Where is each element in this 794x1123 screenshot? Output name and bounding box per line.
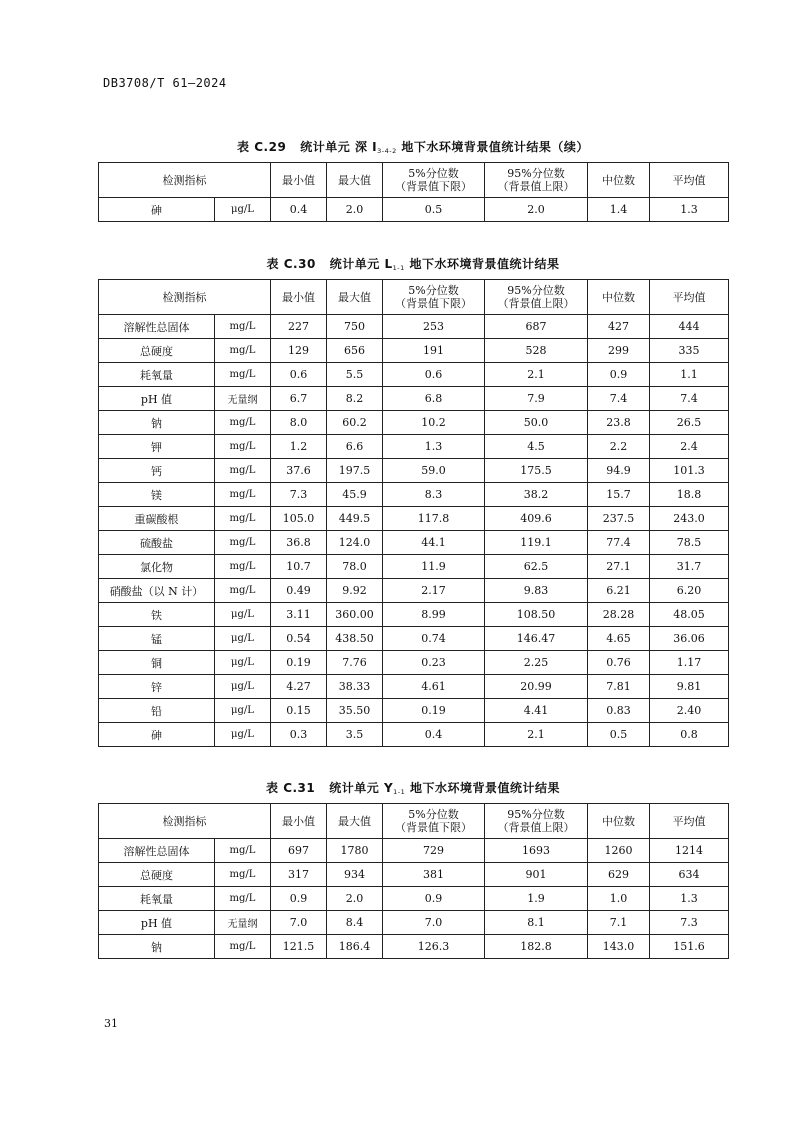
- table-c31: [98, 803, 729, 959]
- col-p95-line1: 95%分位数: [507, 167, 565, 180]
- cell-median: 143.0: [588, 935, 650, 959]
- cell-p95: 1.9: [485, 887, 588, 911]
- cell-unit: μg/L: [215, 675, 271, 699]
- table-row: [99, 315, 729, 339]
- table-row: [99, 555, 729, 579]
- cell-p95: 175.5: [485, 459, 588, 483]
- cell-p5: 44.1: [383, 531, 485, 555]
- cell-p95: 9.83: [485, 579, 588, 603]
- cell-mean: 151.6: [650, 935, 729, 959]
- cell-unit: mg/L: [215, 315, 271, 339]
- cell-median: 1.0: [588, 887, 650, 911]
- cell-median: 7.1: [588, 911, 650, 935]
- cell-unit: μg/L: [215, 627, 271, 651]
- cell-indicator: 钠: [99, 411, 215, 435]
- table-title-sub: 3-4-2: [377, 147, 397, 155]
- cell-min: 0.6: [271, 363, 327, 387]
- cell-median: 15.7: [588, 483, 650, 507]
- cell-indicator: 总硬度: [99, 863, 215, 887]
- cell-unit: mg/L: [215, 435, 271, 459]
- document-code: DB3708/T 61—2024: [103, 76, 227, 90]
- col-indicator: 检测指标: [99, 163, 271, 198]
- cell-unit: mg/L: [215, 531, 271, 555]
- cell-indicator: 溶解性总固体: [99, 315, 215, 339]
- table-number: 表 C.31: [266, 781, 316, 795]
- cell-unit: mg/L: [215, 887, 271, 911]
- cell-p5: 381: [383, 863, 485, 887]
- cell-indicator: pH 值: [99, 911, 215, 935]
- table-row: [99, 411, 729, 435]
- cell-min: 105.0: [271, 507, 327, 531]
- cell-mean: 1214: [650, 839, 729, 863]
- cell-unit: mg/L: [215, 555, 271, 579]
- cell-mean: 634: [650, 863, 729, 887]
- cell-indicator: 氯化物: [99, 555, 215, 579]
- cell-min: 129: [271, 339, 327, 363]
- cell-median: 94.9: [588, 459, 650, 483]
- col-median: 中位数: [588, 163, 650, 198]
- cell-max: 449.5: [327, 507, 383, 531]
- cell-mean: 78.5: [650, 531, 729, 555]
- cell-p95: 2.25: [485, 651, 588, 675]
- table-row: [99, 911, 729, 935]
- cell-unit: mg/L: [215, 839, 271, 863]
- table-row: [99, 863, 729, 887]
- cell-p95: 901: [485, 863, 588, 887]
- col-p5-line2: （背景值下限）: [395, 297, 472, 310]
- cell-p5: 0.9: [383, 887, 485, 911]
- cell-max: 934: [327, 863, 383, 887]
- cell-p5: 4.61: [383, 675, 485, 699]
- cell-median: 23.8: [588, 411, 650, 435]
- cell-min: 227: [271, 315, 327, 339]
- cell-unit: μg/L: [215, 723, 271, 747]
- table-row: [99, 363, 729, 387]
- cell-min: 0.15: [271, 699, 327, 723]
- cell-max: 9.92: [327, 579, 383, 603]
- cell-p95: 2.1: [485, 363, 588, 387]
- col-max: 最大值: [327, 804, 383, 839]
- cell-mean: 7.3: [650, 911, 729, 935]
- cell-unit: μg/L: [215, 198, 271, 222]
- cell-max: 38.33: [327, 675, 383, 699]
- col-median: 中位数: [588, 280, 650, 315]
- col-p5: [383, 280, 485, 315]
- cell-p5: 0.19: [383, 699, 485, 723]
- col-p95: [485, 280, 588, 315]
- cell-p95: 409.6: [485, 507, 588, 531]
- cell-mean: 48.05: [650, 603, 729, 627]
- table-title-pre: 统计单元 Y: [329, 781, 394, 795]
- cell-mean: 2.4: [650, 435, 729, 459]
- table-row: [99, 198, 729, 222]
- cell-unit: mg/L: [215, 863, 271, 887]
- cell-indicator: 硫酸盐: [99, 531, 215, 555]
- cell-mean: 101.3: [650, 459, 729, 483]
- col-min: 最小值: [271, 280, 327, 315]
- cell-max: 2.0: [327, 887, 383, 911]
- col-indicator: 检测指标: [99, 280, 271, 315]
- cell-unit: mg/L: [215, 411, 271, 435]
- cell-median: 1260: [588, 839, 650, 863]
- cell-p95: 20.99: [485, 675, 588, 699]
- cell-max: 438.50: [327, 627, 383, 651]
- col-p95-line2: （背景值上限）: [497, 180, 575, 193]
- table-row: [99, 839, 729, 863]
- cell-indicator: 铜: [99, 651, 215, 675]
- cell-min: 121.5: [271, 935, 327, 959]
- cell-min: 0.19: [271, 651, 327, 675]
- cell-p5: 729: [383, 839, 485, 863]
- cell-p95: 50.0: [485, 411, 588, 435]
- table-title-sub: 1-1: [392, 264, 405, 272]
- cell-p5: 117.8: [383, 507, 485, 531]
- cell-indicator: 铅: [99, 699, 215, 723]
- col-p5: [383, 163, 485, 198]
- cell-median: 2.2: [588, 435, 650, 459]
- table-c30-caption: [98, 255, 728, 272]
- table-row: [99, 887, 729, 911]
- cell-min: 36.8: [271, 531, 327, 555]
- page-number: 31: [104, 1017, 118, 1030]
- cell-p95: 687: [485, 315, 588, 339]
- cell-unit: μg/L: [215, 603, 271, 627]
- cell-p5: 0.74: [383, 627, 485, 651]
- table-row: [99, 387, 729, 411]
- table-row: [99, 675, 729, 699]
- cell-p5: 0.5: [383, 198, 485, 222]
- cell-min: 6.7: [271, 387, 327, 411]
- cell-mean: 31.7: [650, 555, 729, 579]
- table-c30: [98, 279, 729, 747]
- col-p95: [485, 163, 588, 198]
- cell-indicator: 耗氧量: [99, 363, 215, 387]
- cell-max: 3.5: [327, 723, 383, 747]
- table-row: [99, 579, 729, 603]
- cell-p5: 6.8: [383, 387, 485, 411]
- cell-p5: 10.2: [383, 411, 485, 435]
- header-row: [99, 280, 729, 315]
- cell-median: 0.83: [588, 699, 650, 723]
- col-p5-line2: （背景值下限）: [395, 821, 472, 834]
- cell-median: 27.1: [588, 555, 650, 579]
- cell-median: 28.28: [588, 603, 650, 627]
- table-row: [99, 531, 729, 555]
- cell-mean: 18.8: [650, 483, 729, 507]
- table-title-pre: 统计单元 深 Ⅰ: [300, 140, 378, 154]
- cell-mean: 7.4: [650, 387, 729, 411]
- cell-mean: 243.0: [650, 507, 729, 531]
- cell-p95: 4.5: [485, 435, 588, 459]
- cell-min: 0.4: [271, 198, 327, 222]
- cell-indicator: 砷: [99, 723, 215, 747]
- cell-max: 8.2: [327, 387, 383, 411]
- cell-p5: 59.0: [383, 459, 485, 483]
- cell-max: 5.5: [327, 363, 383, 387]
- cell-median: 77.4: [588, 531, 650, 555]
- cell-median: 1.4: [588, 198, 650, 222]
- cell-indicator: 总硬度: [99, 339, 215, 363]
- col-p5-line1: 5%分位数: [408, 808, 459, 821]
- cell-unit: μg/L: [215, 651, 271, 675]
- cell-min: 317: [271, 863, 327, 887]
- col-p95-line2: （背景值上限）: [497, 297, 575, 310]
- cell-median: 6.21: [588, 579, 650, 603]
- col-mean: 平均值: [650, 280, 729, 315]
- cell-p5: 0.23: [383, 651, 485, 675]
- cell-unit: μg/L: [215, 699, 271, 723]
- cell-indicator: 镁: [99, 483, 215, 507]
- cell-p95: 8.1: [485, 911, 588, 935]
- cell-max: 8.4: [327, 911, 383, 935]
- col-p5-line1: 5%分位数: [408, 167, 459, 180]
- cell-max: 124.0: [327, 531, 383, 555]
- cell-mean: 335: [650, 339, 729, 363]
- cell-max: 656: [327, 339, 383, 363]
- cell-min: 1.2: [271, 435, 327, 459]
- cell-min: 0.54: [271, 627, 327, 651]
- table-title-pre: 统计单元 L: [329, 257, 393, 271]
- col-p5-line2: （背景值下限）: [395, 180, 472, 193]
- cell-indicator: 锰: [99, 627, 215, 651]
- cell-p95: 62.5: [485, 555, 588, 579]
- cell-median: 7.81: [588, 675, 650, 699]
- col-median: 中位数: [588, 804, 650, 839]
- col-p95: [485, 804, 588, 839]
- cell-median: 4.65: [588, 627, 650, 651]
- cell-median: 0.76: [588, 651, 650, 675]
- cell-unit: mg/L: [215, 339, 271, 363]
- cell-mean: 6.20: [650, 579, 729, 603]
- cell-max: 45.9: [327, 483, 383, 507]
- table-c29-caption: [98, 138, 728, 155]
- cell-mean: 36.06: [650, 627, 729, 651]
- cell-mean: 444: [650, 315, 729, 339]
- cell-max: 2.0: [327, 198, 383, 222]
- cell-median: 237.5: [588, 507, 650, 531]
- table-row: [99, 603, 729, 627]
- cell-median: 299: [588, 339, 650, 363]
- cell-p95: 2.1: [485, 723, 588, 747]
- cell-min: 10.7: [271, 555, 327, 579]
- cell-min: 0.49: [271, 579, 327, 603]
- col-p95-line2: （背景值上限）: [497, 821, 575, 834]
- cell-max: 1780: [327, 839, 383, 863]
- cell-p5: 0.4: [383, 723, 485, 747]
- cell-max: 186.4: [327, 935, 383, 959]
- col-p5-line1: 5%分位数: [408, 284, 459, 297]
- cell-median: 629: [588, 863, 650, 887]
- table-row: [99, 935, 729, 959]
- cell-unit: mg/L: [215, 579, 271, 603]
- cell-min: 37.6: [271, 459, 327, 483]
- table-title-post: 地下水环境背景值统计结果: [409, 781, 560, 795]
- cell-min: 4.27: [271, 675, 327, 699]
- cell-max: 6.6: [327, 435, 383, 459]
- cell-mean: 1.1: [650, 363, 729, 387]
- cell-median: 0.5: [588, 723, 650, 747]
- cell-p5: 8.3: [383, 483, 485, 507]
- cell-max: 35.50: [327, 699, 383, 723]
- cell-p5: 253: [383, 315, 485, 339]
- cell-mean: 2.40: [650, 699, 729, 723]
- cell-max: 60.2: [327, 411, 383, 435]
- cell-p95: 1693: [485, 839, 588, 863]
- cell-p95: 38.2: [485, 483, 588, 507]
- cell-mean: 1.17: [650, 651, 729, 675]
- cell-min: 7.3: [271, 483, 327, 507]
- cell-p95: 4.41: [485, 699, 588, 723]
- table-row: [99, 723, 729, 747]
- cell-indicator: 砷: [99, 198, 215, 222]
- table-row: [99, 699, 729, 723]
- cell-indicator: 钠: [99, 935, 215, 959]
- table-title-post: 地下水环境背景值统计结果: [409, 257, 560, 271]
- col-mean: 平均值: [650, 163, 729, 198]
- cell-unit: 无量纲: [215, 911, 271, 935]
- cell-p95: 2.0: [485, 198, 588, 222]
- cell-p5: 0.6: [383, 363, 485, 387]
- cell-p95: 528: [485, 339, 588, 363]
- cell-max: 78.0: [327, 555, 383, 579]
- col-p95-line1: 95%分位数: [507, 284, 565, 297]
- cell-mean: 0.8: [650, 723, 729, 747]
- cell-min: 8.0: [271, 411, 327, 435]
- col-min: 最小值: [271, 804, 327, 839]
- cell-indicator: pH 值: [99, 387, 215, 411]
- cell-p95: 7.9: [485, 387, 588, 411]
- cell-max: 360.00: [327, 603, 383, 627]
- header-row: [99, 804, 729, 839]
- cell-max: 7.76: [327, 651, 383, 675]
- cell-unit: mg/L: [215, 483, 271, 507]
- cell-min: 7.0: [271, 911, 327, 935]
- cell-p5: 8.99: [383, 603, 485, 627]
- cell-min: 3.11: [271, 603, 327, 627]
- cell-unit: mg/L: [215, 363, 271, 387]
- cell-unit: mg/L: [215, 935, 271, 959]
- col-p5: [383, 804, 485, 839]
- cell-unit: mg/L: [215, 459, 271, 483]
- cell-p5: 11.9: [383, 555, 485, 579]
- cell-p95: 108.50: [485, 603, 588, 627]
- cell-mean: 1.3: [650, 887, 729, 911]
- table-row: [99, 459, 729, 483]
- header-row: [99, 163, 729, 198]
- cell-p5: 2.17: [383, 579, 485, 603]
- cell-mean: 26.5: [650, 411, 729, 435]
- cell-indicator: 硝酸盐（以 N 计）: [99, 579, 215, 603]
- cell-median: 0.9: [588, 363, 650, 387]
- cell-mean: 9.81: [650, 675, 729, 699]
- table-title-sub: 1-1: [393, 788, 406, 796]
- cell-p5: 1.3: [383, 435, 485, 459]
- cell-mean: 1.3: [650, 198, 729, 222]
- cell-indicator: 铁: [99, 603, 215, 627]
- cell-indicator: 锌: [99, 675, 215, 699]
- cell-indicator: 耗氧量: [99, 887, 215, 911]
- table-c31-caption: [98, 779, 728, 796]
- table-row: [99, 627, 729, 651]
- cell-p95: 119.1: [485, 531, 588, 555]
- table-row: [99, 651, 729, 675]
- cell-p95: 182.8: [485, 935, 588, 959]
- cell-max: 750: [327, 315, 383, 339]
- table-number: 表 C.30: [266, 257, 316, 271]
- cell-indicator: 重碳酸根: [99, 507, 215, 531]
- cell-indicator: 钙: [99, 459, 215, 483]
- cell-min: 697: [271, 839, 327, 863]
- table-row: [99, 339, 729, 363]
- col-mean: 平均值: [650, 804, 729, 839]
- cell-max: 197.5: [327, 459, 383, 483]
- table-row: [99, 507, 729, 531]
- table-number: 表 C.29: [237, 140, 287, 154]
- col-indicator: 检测指标: [99, 804, 271, 839]
- table-c29: [98, 162, 729, 222]
- col-min: 最小值: [271, 163, 327, 198]
- col-max: 最大值: [327, 163, 383, 198]
- cell-unit: 无量纲: [215, 387, 271, 411]
- cell-min: 0.3: [271, 723, 327, 747]
- cell-p5: 7.0: [383, 911, 485, 935]
- cell-min: 0.9: [271, 887, 327, 911]
- cell-median: 427: [588, 315, 650, 339]
- cell-p95: 146.47: [485, 627, 588, 651]
- cell-indicator: 钾: [99, 435, 215, 459]
- col-max: 最大值: [327, 280, 383, 315]
- cell-unit: mg/L: [215, 507, 271, 531]
- cell-p5: 126.3: [383, 935, 485, 959]
- cell-p5: 191: [383, 339, 485, 363]
- table-row: [99, 435, 729, 459]
- cell-indicator: 溶解性总固体: [99, 839, 215, 863]
- table-row: [99, 483, 729, 507]
- table-title-post: 地下水环境背景值统计结果（续）: [401, 140, 589, 154]
- cell-median: 7.4: [588, 387, 650, 411]
- col-p95-line1: 95%分位数: [507, 808, 565, 821]
